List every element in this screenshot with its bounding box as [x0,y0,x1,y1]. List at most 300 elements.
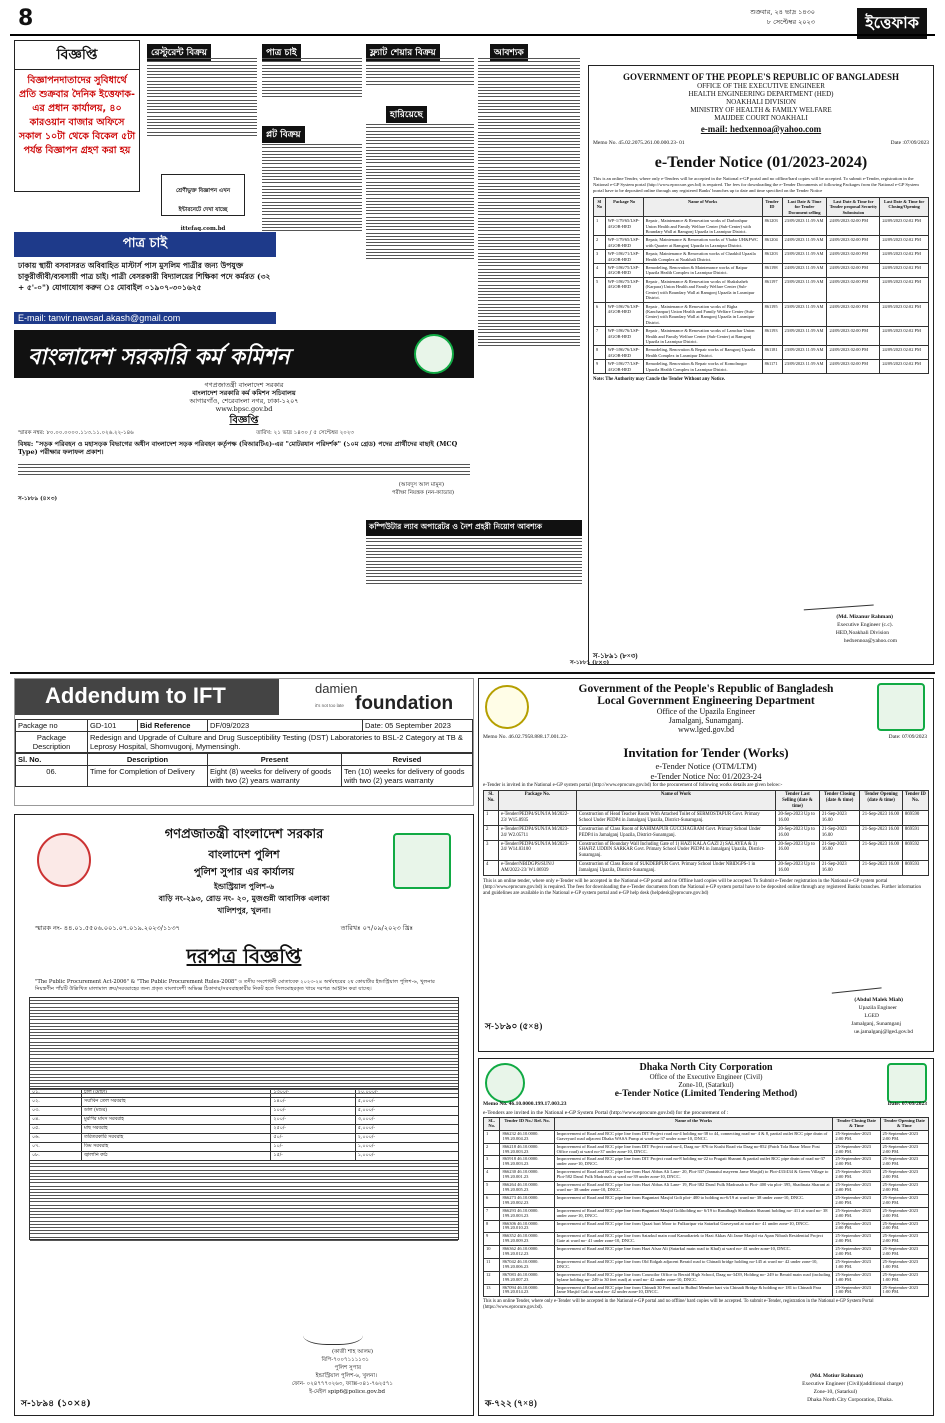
lged-table-cell: 4 [484,860,499,875]
header-date-bn: শুক্রবার, ২৪ ভাদ্র ১৪৩০ [750,8,815,16]
dncc-table-cell: 25-September-2023 2:00 PM. [880,1143,928,1156]
dncc-table-cell: Improvement of Road and RCC pipe line from DIT Project road no-4, Daag no- 876 to Kushi Road via Daag no-852 (Patch Tola Bazar Moor Post Office road) at ward no-37 under zone-10, DNCC. [554,1143,833,1156]
police-item-cell: ডাল (মশুর) [81,1107,270,1116]
addendum-title: Addendum to IFT [15,679,279,715]
hed-table-cell: 24/09/2023 02:00 PM [827,264,880,278]
hed-table-cell: 23/09/2023 11:59 AM [782,217,827,236]
police-item-cell: ১৪০/- [271,1098,355,1107]
bpsc-signer-title: পরীক্ষা নিয়ন্ত্রক (নন-ক্যাডার) [391,490,454,496]
dncc-table-cell: 8 [484,1220,500,1233]
lged-table-row [484,860,929,875]
dncc-table-cell: 13 [484,1284,500,1297]
police-office: পুলিশ সুপার এর কার্যালয় [193,867,295,878]
dncc-table-cell: 25-September-2023 2:00 PM. [880,1220,928,1233]
hed-table-row [594,327,929,346]
dncc-table-cell: 6 [484,1194,500,1207]
dncc-table-cell: 25-September-2023 2:00 PM. [880,1156,928,1169]
hed-table [593,197,929,374]
dncc-table-cell: 25-September-2023 1:00 PM. [880,1258,928,1271]
hed-table-cell: WP-1/86/75/LSP-4/GOB-HED [605,264,643,278]
hed-table-cell: 4 [594,264,606,278]
patra-chai-box [14,232,276,308]
hed-table-row [594,277,929,302]
police-item-cell: ১০/- [271,1143,355,1152]
lged-table-col-header: Sl. No. [484,791,499,811]
police-item-row [30,1116,459,1125]
bigyapti-title: বিজ্ঞপ্তি [15,41,139,70]
dncc-sig-title: Executive Engineer (Civil)(additional charge) [802,1381,903,1387]
dncc-mujib-logo-icon [887,1063,927,1103]
hed-table-col-header: Tender ID [762,198,782,217]
patra-chai-body: ঢাকায় স্থায়ী বসবাসরত অবিবাহিত মাস্টার্স পাস মুসলিম পাত্রীর জন্য উপযুক্ত চাকুরীজীবী/ব্যবসায়ী পাত্র চাই। পাত্রী বেসরকারী বিদ্যালয়ের শিক্ষিকা পদে কর্মরত (৩২ + ৫'-০") যোগাযোগ করুন ঃ মোবাইল ০১৯০৭-৩০১৬২৫ [18,261,271,292]
patra-heading: পাত্র চাই [262,44,301,61]
damien-tagline: it's not too late [315,703,344,708]
addendum-date: Date: 05 September 2023 [365,721,451,730]
dncc-table-cell: 25-September-2023 2:00 PM. [880,1233,928,1246]
patra-chai-title: পাত্র চাই [14,232,276,257]
addendum-row-revised: Ten (10) weeks for delivery of goods with two (2) years warranty [342,766,473,787]
lged-table [483,790,929,876]
addendum-pkg: GD-101 [90,721,117,730]
hed-table-col-header: Last Date & Time for Tender proposal Security Submission [827,198,880,217]
dncc-table-col-header: Tender Closing Date & Time [833,1118,880,1131]
dncc-table-cell: Improvement of Road and RCC pipe line from Hazi Abbas Ali Lane- 19, Plot-382 Darul Fulk Madrasah to Plot- 400 via plot- 395, Shadinata Sharani at ward no- 38 under zone-10, DNCC. [554,1182,833,1195]
police-signature [303,1321,363,1345]
dncc-table-cell: 25-September-2023 2:00 PM. [833,1130,880,1143]
hed-table-cell: 24/09/2023 02:02 PM [880,236,929,250]
dncc-table-cell: 25-September-2023 2:00 PM. [880,1169,928,1182]
lged-table-cell: e-Tender/NBIDGPS/SUN/J AM/2022-23/ W1.06939 [498,860,576,875]
hed-gov: GOVERNMENT OF THE PEOPLE'S REPUBLIC OF BANGLADESH [622,72,900,82]
hed-table-cell: 861181 [762,346,782,360]
dncc-table-cell: Improvement of Road and RCC pipe line from Hazi Abbas Ali Lane- 20, Plot-337 (Jannatul mayeem Jame Masjid) to Plot-433/434 & Green Village to Plot-582 Darul Fulk Madrasah at ward no-39 under zone-10, DNCC. [554,1169,833,1182]
ittefaq-online-box[interactable] [161,174,245,232]
hed-table-col-header: Sl No [594,198,606,217]
classified-col-1 [147,40,257,230]
hed-table-row [594,360,929,374]
dncc-table-cell: 866218 46.10.0000. 199.20.003.23 [500,1143,554,1156]
addendum-col-sl: Sl. No. [16,754,88,766]
lged-code: স-১৮৯০ (৫×৪) [485,1021,543,1031]
dncc-notice [478,1058,934,1416]
dncc-table-cell: 25-September-2023 2:00 PM. [833,1194,880,1207]
dncc-table-cell: 25-September-2023 2:00 PM. [880,1194,928,1207]
dncc-office: Office of the Executive Engineer (Civil) [649,1073,763,1081]
addendum-row-desc: Time for Completion of Delivery [88,766,208,787]
dncc-table-cell: 25-September-2023 2:00 PM. [880,1130,928,1143]
hed-table-cell: 861171 [762,360,782,374]
hed-table-row [594,236,929,250]
lged-footer: This is an online tender, where only e-Tender will be accepted in the National e-GP portal and no Offline hard copies will be accepted. To Submit e-Tender registration in the National e-GP system portal (http://www.eprocure.gov.bd) is required. The fees for downloading the e-Tender documents from the National e-GP system portal have to be deposited online through any registered Banks branches. Further information and guidelines are available in the National e-GP system portal and e-GP help desk (helpdesk@eprocure.gov.bd) [483,878,922,896]
computer-lab-notice [366,520,582,624]
hed-table-cell: 23/09/2023 11:59 AM [782,346,827,360]
police-item-cell: ০২. [30,1098,82,1107]
dncc-table-cell: 25-September-2023 1:00 PM. [880,1284,928,1297]
dncc-table-row [484,1220,929,1233]
dncc-sig-zone: Zone-10, (Satarkul) [813,1389,857,1395]
dncc-table-cell: 866306 46.10.0000. 199.20.010.23 [500,1220,554,1233]
hed-table-cell: 861203 [762,250,782,264]
dncc-table-cell: Improvement of Road and RCC pipe line from DIT Project road no-8 holding no-22 to Pragati Sharani & partial outlet RCC pipe drain of road no-37 under zone-10, DNCC. [554,1156,833,1169]
hed-table-cell: 23/09/2023 11:59 AM [782,327,827,346]
hed-table-cell: 24/09/2023 02:02 PM [880,217,929,236]
hed-table-cell: 24/09/2023 02:02 PM [880,250,929,264]
hed-table-cell: Remodeling, Renovation & Repair works of Komolnogor Upazila Health Complex in Laxmipur District. [643,360,762,374]
hed-table-cell: 1 [594,217,606,236]
mujib-logo-icon [414,334,454,374]
dncc-table-row [484,1182,929,1195]
police-item-row [30,1107,459,1116]
hed-table-cell: 861193 [762,327,782,346]
lged-gov: Government of the People's Republic of Bangladesh [578,683,834,695]
dncc-table-cell: 25-September-2023 2:00 PM. [833,1156,880,1169]
police-item-row [30,1143,459,1152]
lged-table-cell: 869590 [902,811,928,826]
hed-table-cell: WP-1/86/77/LSP-4/GOB-HED [605,360,643,374]
hed-sig-office: HED,Noakhali Division [835,630,889,636]
computer-lab-title: কম্পিউটার ল্যাব অপারেটর ও নৈশ প্রহরী নিয়োগ আবশ্যক [366,520,582,536]
dncc-table-cell: 9 [484,1233,500,1246]
police-item-cell: ১,০০০/- [355,1152,458,1161]
dncc-table-cell: Improvement of Road and RCC pipe line from Satarkul main road Kanudiartek to Hazi Akkas Ali Jame Masjid via Apan Nibash Residential Project Gate at ward no- 41 under zone-10, DNCC. [554,1233,833,1246]
hed-table-cell: WP-1/86/71/LSP-4/GOB-HED [605,250,643,264]
hed-email[interactable]: e-mail: hedxennoa@yahoo.com [700,124,822,134]
lged-logo-icon [485,685,529,729]
lged-mujib-logo-icon [877,683,925,731]
dncc-table-cell: 11 [484,1258,500,1271]
dncc-sig-org: Dhaka North City Corporation, Dhaka. [807,1397,893,1403]
dncc-table-row [484,1246,929,1259]
lged-sub2: e-Tender Notice No: 01/2023-24 [650,771,762,781]
hed-table-cell: 23/09/2023 11:59 AM [782,360,827,374]
lged-table-col-header: Tender Last Selling (date & time) [776,791,820,811]
police-item-cell: মুরগির মাংস সরবরাহ [81,1116,270,1125]
hed-table-col-header: Package No [605,198,643,217]
dncc-table [483,1117,929,1297]
police-notice [14,814,474,1416]
police-item-row [30,1098,459,1107]
hed-table-cell: 24/09/2023 02:00 PM [827,302,880,327]
police-item-cell: ২৫০/- [271,1125,355,1134]
dncc-memo: Memo No. 46.10.0000.199.17.003.23 [483,1101,567,1107]
dncc-table-col-header: Tender ID No./ Ref. No. [500,1118,554,1131]
lged-table-cell: e-Tender/PEDP4/SUN/JA M/2023-24/ W2.05711 [498,825,576,840]
hed-address: MAIJDEE COURT NOAKHALI [714,114,808,122]
hed-table-cell: 23/09/2023 11:59 AM [782,250,827,264]
dncc-table-cell: 867083 46.10.0000. 199.20.007.23 [500,1271,554,1284]
dncc-table-cell: 866362 46.10.0000. 199.20.012.23 [500,1246,554,1259]
dncc-table-cell: 25-September-2023 2:00 PM. [880,1182,928,1195]
police-item-cell: জ্বালানি কাঠ [81,1152,270,1161]
newspaper-logo: ইত্তেফাক [857,8,927,39]
hed-table-cell: 3 [594,250,606,264]
bpsc-office: বাংলাদেশ সরকারি কর্ম কমিশন সচিবালয় [192,389,296,397]
hed-table-cell: 24/09/2023 02:00 PM [827,217,880,236]
classified-code-visible: স-১৮৮১ (৮×৩) [570,660,610,666]
police-item-cell: ৫,০০০/- [355,1098,458,1107]
police-item-cell: ০৭. [30,1143,82,1152]
needed-heading: আবশ্যক [490,44,528,61]
bpsc-notice [14,330,474,508]
lged-table-cell: 869593 [902,860,928,875]
dncc-table-row [484,1143,929,1156]
hed-table-row [594,217,929,236]
patra-email[interactable]: E-mail: tanvir.nawsad.akash@gmail.com [14,312,276,324]
dncc-table-row [484,1194,929,1207]
police-item-cell: ৫০/- [271,1134,355,1143]
police-item-cell: ডিম সরবরাহ [81,1143,270,1152]
lged-web[interactable]: www.lged.gov.bd [677,725,735,734]
hed-table-cell: WP-1/79/65/LSP-4/GOB-HED [605,217,643,236]
lged-sig-name: (Abdul Malek Miah) [854,997,903,1003]
dncc-table-cell: 10 [484,1246,500,1259]
hed-table-col-header: Last Date & Time for Tender Document selling [782,198,827,217]
hed-table-cell: 24/09/2023 02:00 PM [827,277,880,302]
restaurant-heading: রেস্টুরেন্ট বিক্রয় [147,44,211,61]
hed-memo: Memo No. 45.02.2075.261.00.000.23- 01 [593,140,685,146]
lged-office: Office of the Upazila Engineer [656,707,756,716]
dncc-table-cell: Improvement of Road and RCC pipe line from DIT Project road no-4 holding no-38 to 44, connecting road no- 4 & 8, partial outlet RCC pipe drain of Graveyard road adjacent Dhaka WASA Pump at ward no-37 under zone-10, DNCC. [554,1130,833,1143]
dncc-table-cell: 25-September-2023 2:00 PM. [880,1246,928,1259]
hed-table-cell: 861198 [762,264,782,278]
lged-table-cell: 20-Sep-2023 Up to 16.00 [776,811,820,826]
classified-col-4 [478,40,580,510]
dncc-table-cell: Improvement of Road and RCC pipe line from Bagantari Masjid Goli plot- 400 to holding no-6/19 at ward no- 38 under zone-10, DNCC. [554,1194,833,1207]
hed-table-cell: 24/09/2023 02:00 PM [827,236,880,250]
hed-table-cell: 9 [594,360,606,374]
dncc-title: e-Tender Notice (Limited Tendering Method) [614,1089,798,1099]
hed-table-cell: WP-1/86/75/LSP-4/GOB-HED [605,277,643,302]
dncc-table-cell: Improvement of Road and RCC pipe line from Quazi bari Moor to Fulkuripar via Satarkul Graveyard at ward no- 41 under zone-10, DNCC. [554,1220,833,1233]
hed-table-row [594,250,929,264]
dncc-table-cell: 25-September-2023 2:00 PM. [833,1207,880,1220]
lged-table-col-header: Tender Closing (date & time) [819,791,859,811]
hed-table-cell: 24/09/2023 02:00 PM [827,360,880,374]
hed-table-cell: 24/09/2023 02:00 PM [827,250,880,264]
lged-table-cell: 869591 [902,825,928,840]
police-item-cell: ০৫. [30,1125,82,1134]
hed-table-cell: 24/09/2023 11:59 AM [782,264,827,278]
addendum-notice [14,678,474,806]
addendum-table [15,719,473,753]
police-signer-title: পুলিশ সুপার [334,1365,361,1371]
hed-table-cell: Repair , Maintenance & Renovation works of Lamchar Union Health and Family Welfare Center (Sub-Center) at Ramgonj Upazila in Laxmipur District. [643,327,762,346]
hed-sig-mail[interactable]: hedxennoa@yahoo.com [843,638,897,644]
addendum-col-desc: Description [88,754,208,766]
hed-table-cell: 861197 [762,277,782,302]
lged-table-cell: 20-Sep-2023 Up to 16.00 [776,840,820,860]
hed-note: Note: The Authority may Cancle the Tender Without any Notice. [593,376,726,382]
page-number: 8 [18,6,34,31]
lged-table-cell: 21-Sep-2023 16.00 [819,860,859,875]
lged-table-row [484,840,929,860]
hed-table-cell: Repair, Maintenance & Renovation works of Charkhil Upazila Health Complex at Noakhali District. [643,250,762,264]
hed-table-cell: Repair, Maintenance & Renovation works of Vhabir UH&FWC with Quarter at Ramgonj Upazila in Laxmipur District. [643,236,762,250]
addendum-bid-label: Bid Reference [140,721,191,730]
dncc-table-row [484,1271,929,1284]
lged-table-cell: 21-Sep-2023 16.00 [819,825,859,840]
dncc-table-row [484,1156,929,1169]
police-items-table [29,1088,459,1161]
dncc-table-cell: 866264 46.10.0000. 199.20.005.23 [500,1182,554,1195]
bpsc-date: তারিখ: ২১ ভাদ্র ১৪৩০ / ৫ সেপ্টেম্বর ২০২৩ [256,430,354,436]
addendum-col-present: Present [208,754,342,766]
lged-table-cell: e-Tender/PEDP4/SUN/JA M/2022-23/ W15.0935 [498,811,576,826]
police-emblem-icon [37,833,91,887]
dncc-table-cell: 25-September-2023 2:00 PM. [833,1169,880,1182]
lged-table-cell: Construction of Class Room of RAHIMAPUR GUCCHAGRAM Govt. Primary School Under PEDP4 in Jamalganj Upazila, District-Sunamganj. [576,825,775,840]
police-unit: ইন্ডাস্ট্রিয়াল পুলিশ-৬ [214,882,274,891]
dncc-table-cell: 25-September-2023 1:00 PM. [833,1258,880,1271]
dncc-table-cell: 5 [484,1182,500,1195]
hed-code: স-১৮৯১ (৮×৩) [593,652,638,660]
police-item-cell: ২,০০০/- [355,1134,458,1143]
lged-title: Invitation for Tender (Works) [623,745,789,760]
hed-table-cell: 861203 [762,217,782,236]
hed-sig-title: Executive Engineer (c.c). [837,622,893,628]
police-city: খালিশপুর, খুলনা। [217,906,271,915]
police-item-cell: ১৫/- [271,1152,355,1161]
hed-table-cell: Remodeling, Renovation & Repair works of Ramgonj Upazila Health Complex in Laxmipur District. [643,346,762,360]
hed-table-cell: Repair , Maintenance & Renovation works of Shakshaheb (Karpara) Union Health and Family Welfare Center (Sub-Center) with Boundary Wall at Ramgonj Upazila in Laxmipur District. [643,277,762,302]
dncc-table-cell: Improvement of Road and RCC pipe line from Chinadi 30 Feet road to Bulbul Member bari via Chinadi Bridge & holding no- 181 to Chinadi Para Jame Masjid Goli at ward no- 42 under zone-10, DNCC. [554,1284,833,1297]
hed-table-cell: WP-1/86/76/LSP-4/GOB-HED [605,346,643,360]
police-signer-id: বিপি-৭০০৭১১১১৩১ [321,1357,369,1363]
police-code: স-১৮৯৪ (১০×৪) [21,1399,91,1409]
dncc-table-col-header: Name of the Works [554,1118,833,1131]
hed-table-cell: 6 [594,302,606,327]
ittefaq-online-text: শ্রেণীভুক্ত বিজ্ঞাপন এখন ইন্টারনেটে দেখা যাচ্ছে ittefaq.com.bd [176,188,230,232]
police-item-cell: মাছ সরবরাহ [81,1125,270,1134]
lged-sig-title: Upazila Engineer [858,1005,897,1011]
lged-signature [830,974,881,993]
hed-ministry: MINISTRY OF HEALTH & FAMILY WELFARE [690,106,832,114]
bpsc-banner-text: বাংলাদেশ সরকারি কর্ম কমিশন [28,344,290,370]
hed-table-cell: 24/09/2023 02:02 PM [880,346,929,360]
lged-table-col-header: Package No. [498,791,576,811]
page-header [10,4,935,34]
police-item-cell: ২০০/- [271,1116,355,1125]
police-address: বাড়ি নং-২৯৩, রোড নং- ২০, মুজগুন্নী আবাসিক এলাকা [158,894,330,903]
hed-sig-name: (Md. Mizanur Rahman) [836,614,893,620]
police-item-row [30,1134,459,1143]
dncc-table-row [484,1258,929,1271]
bpsc-banner [14,330,474,378]
police-email[interactable]: ই-মেইল spip6@police.gov.bd [309,1389,385,1395]
police-item-cell: সয়াবিন তেল সরবরাহ [81,1098,270,1107]
hed-table-cell: 24/09/2023 02:02 PM [880,302,929,327]
lged-table-cell: e-Tender/PEDP4/SUN/JA M/2023-24/ W14.03100 [498,840,576,860]
bpsc-web[interactable]: www.bpsc.gov.bd [215,405,273,413]
bpsc-ref: স্মারক নম্বর: ৮০.০০.০০০০.১১৩.১১.০২৬.২২-১৪৬ [18,430,134,436]
dncc-table-cell: 866293 46.10.0000. 199.20.003.23 [500,1207,554,1220]
lged-table-col-header: Name of Work [576,791,775,811]
lged-table-cell: 3 [484,840,499,860]
bpsc-signer: (আবদুস আল মামুন) [398,482,444,488]
lged-table-cell: 21-Sep-2023 16.00 [819,811,859,826]
police-item-cell: ১,০০০/- [355,1143,458,1152]
dncc-table-cell: 2 [484,1143,500,1156]
dncc-table-row [484,1130,929,1143]
lged-sub1: e-Tender Notice (OTM/LTM) [655,761,757,771]
police-item-cell: ০৪. [30,1116,82,1125]
hed-table-cell: WP-1/86/76/LSP-4/GOB-HED [605,327,643,346]
lged-table-cell: 1 [484,811,499,826]
dncc-table-col-header: Tender Opening Date & Time [880,1118,928,1131]
lged-table-cell: 20-Sep-2023 Up to 16.00 [776,860,820,875]
lged-table-cell: 21-Sep-2023 16.00 [819,840,859,860]
hed-table-cell: 861204 [762,236,782,250]
dncc-table-cell: Improvement of Road and RCC pipe line from Old Eidgah adjacent Beraid road to Chinadi bridge holding no-145 at ward no- 42 under zone-10, DNCC. [554,1258,833,1271]
dncc-table-cell: 25-September-2023 2:00 PM. [833,1233,880,1246]
dncc-code: ক-৭২২ (৭×৪) [485,1398,537,1408]
dncc-logo-icon [485,1063,525,1103]
lged-table-cell: 20-Sep-2023 Up to 16.00 [776,825,820,840]
dncc-table-cell: 25-September-2023 1:00 PM. [833,1271,880,1284]
dncc-table-cell: 867094 46.10.0000. 199.20.014.23 [500,1284,554,1297]
dncc-table-cell: 865918 46.10.0000. 199.20.003.23 [500,1156,554,1169]
hed-intro: This is an online Tender, where only e-Tenders will be accepted in the National e-GP portal and no offline/hard copies will be accepted. To submit e-Tender, registration in the National e-GP System portal (http://www.eprocure.gov.bd) is required. The fees for downloading the e-Tender Documents of following Packages from the National e-GP System portal have to be deposited online through any registered Banks' branches up to date and time specified on the Tender Notice [593,176,919,193]
police-intro: "The Public Procurement Act-2006" & "The Public Procurement Rules-2008" ও তদীয় সংশোধনী মোতাবেক ২০২৩-২৪ অর্থবছরের ২য় কোয়ার্টার ইন্ডাস্ট্রিয়াল পুলিশ-৬, খুলনার নিয়ন্ত্রণীন পাঁচটি উল্লিখিত মালামাল ক্রয়/সরবরাহের জন্য প্রকৃত বাংলাদেশী অভিজ্ঞ ঠিকাদার/সরবরাহকারীর নিকট হতে সিলমোহরকৃত খামে দরপত্র আহ্বান করা যাচ্ছে। [35,979,435,992]
police-item-cell: তরিতরকারি সরবরাহ [81,1134,270,1143]
police-item-cell: ১০০/- [271,1107,355,1116]
dncc-table-cell: 4 [484,1169,500,1182]
addendum-row-present: Eight (8) weeks for delivery of goods with two (2) years warranty [208,766,342,787]
dncc-table-cell: 25-September-2023 1:00 PM. [833,1284,880,1297]
hed-table-row [594,302,929,327]
dncc-table-cell: 866273 46.10.0000. 199.20.002.23 [500,1194,554,1207]
lged-place: Jamalganj, Sunamganj. [668,716,744,725]
lged-table-row [484,825,929,840]
dncc-table-cell: 1 [484,1130,500,1143]
police-title: দরপত্র বিজ্ঞপ্তি [186,944,302,968]
hed-table-col-header: Name of Works [643,198,762,217]
lged-table-row [484,811,929,826]
damien-small: damien [315,681,358,696]
police-item-cell: ০৩. [30,1107,82,1116]
hed-table-cell: Repair , Maintenance & Renovation works of Bigha (Kanchanpur) Union Health and Family Welfare Center (Sub-Center) with Boundary Wall at Ramgonj Upazila in Laxmipur District. [643,302,762,327]
police-item-row [30,1125,459,1134]
hed-title: e-Tender Notice (01/2023-2024) [654,154,868,171]
hed-table-cell: 861195 [762,302,782,327]
hed-office: OFFICE OF THE EXECUTIVE ENGINEER [697,82,825,90]
lged-sig-place: Jamalganj, Sunamganj [851,1021,901,1027]
lged-table-col-header: Tender ID No. [902,791,928,811]
damien-brand: foundation [355,693,454,714]
lost-heading: হারিয়েছে [386,106,427,123]
dncc-intro: e-Tenders are invited in the National e-GP System Portal (http://www.eprocure.gov.bd) for the procurement of : [483,1110,729,1116]
dncc-date: Date: 07/09/2023 [887,1101,927,1107]
lged-table-cell: Construction of Head Teacher Room With Attached Toilet of SERMOSTAPUR Govt. Primary School Under PEDP4 in Jamalganj Upazila, District-Sunamganj. [576,811,775,826]
lged-sig-mail[interactable]: ue.jamalganj@lged.gov.bd [854,1029,913,1035]
police-phone: ফোন- ০২৪৭৭৭০২৬৩, ফ্যাক্স-০৪১-৭৬২৫৭১ [291,1381,393,1387]
police-item-cell: ০৮. [30,1152,82,1161]
dncc-zone: Zone-10, (Satarkul) [678,1081,734,1089]
lged-dept: Local Government Engineering Department [597,695,815,707]
lged-table-cell: 21-Sep-2023 16.00 [860,825,903,840]
hed-table-cell: 2 [594,236,606,250]
hed-table-col-header: Last Date & Time for Closing/Opening [880,198,929,217]
addendum-pkg-label: Package no [18,721,58,730]
dncc-table-cell: 25-September-2023 2:00 PM. [833,1182,880,1195]
hed-signature [802,584,873,611]
hed-table-cell: 8 [594,346,606,360]
lged-table-cell: 2 [484,825,499,840]
dncc-table-cell: 25-September-2023 2:00 PM. [833,1220,880,1233]
addendum-header [15,679,473,715]
dncc-table-cell: 3 [484,1156,500,1169]
hed-table-cell: Remodeling, Renovation & Maintenance works of Raipur Upazila Health Complex in Laxmipur District. [643,264,762,278]
